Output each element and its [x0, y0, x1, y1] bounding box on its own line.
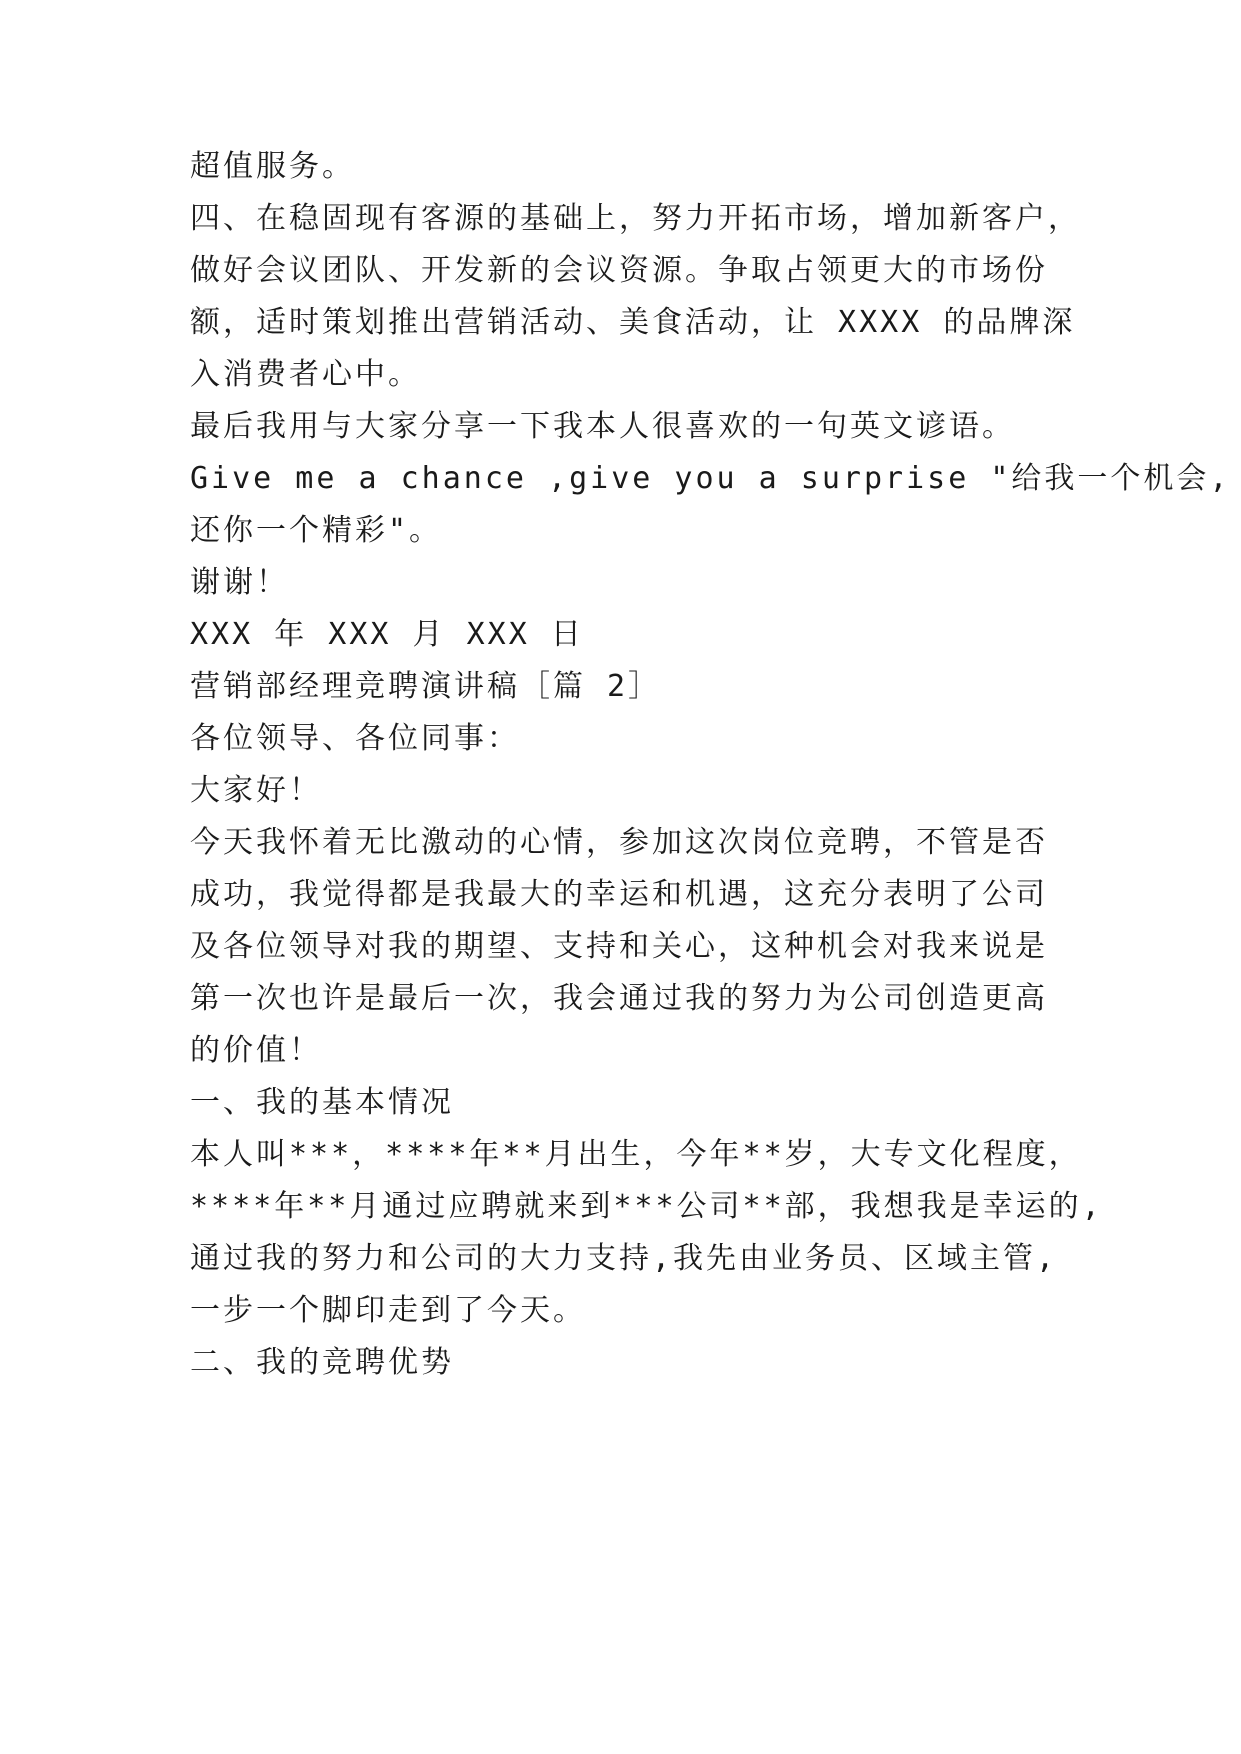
text-line: 还你一个精彩"。: [190, 513, 443, 548]
text-line: 入消费者心中。: [190, 357, 421, 392]
text-line: 一步一个脚印走到了今天。: [190, 1293, 586, 1328]
heading-advantages: 二、我的竞聘优势: [190, 1345, 454, 1380]
date-line: XXX 年 XXX 月 XXX 日: [190, 617, 584, 652]
text-line: 额，适时策划推出营销活动、美食活动，让 XXXX 的品牌深: [190, 305, 1076, 340]
text-line: 的价值！: [190, 1033, 322, 1068]
text-line: 谢谢！: [190, 565, 289, 600]
text-line: 四、在稳固现有客源的基础上，努力开拓市场，增加新客户，: [190, 201, 1081, 236]
text-line: 第一次也许是最后一次，我会通过我的努力为公司创造更高: [190, 981, 1048, 1016]
text-line: 通过我的努力和公司的大力支持,我先由业务员、区域主管,: [190, 1241, 1058, 1276]
text-line: 成功，我觉得都是我最大的幸运和机遇，这充分表明了公司: [190, 877, 1048, 912]
text-line: Give me a chance ,give you a surprise "给我一个机会,: [190, 461, 1231, 496]
text-line: 最后我用与大家分享一下我本人很喜欢的一句英文谚语。: [190, 409, 1015, 444]
text-line: ****年**月通过应聘就来到***公司**部，我想我是幸运的,: [190, 1189, 1103, 1224]
text-line: 本人叫***，****年**月出生，今年**岁，大专文化程度，: [190, 1137, 1082, 1172]
text-line: 及各位领导对我的期望、支持和关心，这种机会对我来说是: [190, 929, 1048, 964]
heading-basic-info: 一、我的基本情况: [190, 1085, 454, 1120]
greeting: 大家好！: [190, 773, 322, 808]
text-line: 做好会议团队、开发新的会议资源。争取占领更大的市场份: [190, 253, 1048, 288]
text-line: 超值服务。: [190, 149, 355, 184]
text-line: 今天我怀着无比激动的心情，参加这次岗位竞聘，不管是否: [190, 825, 1048, 860]
section-title: 营销部经理竞聘演讲稿［篇 2］: [190, 669, 662, 704]
salutation: 各位领导、各位同事：: [190, 721, 520, 756]
